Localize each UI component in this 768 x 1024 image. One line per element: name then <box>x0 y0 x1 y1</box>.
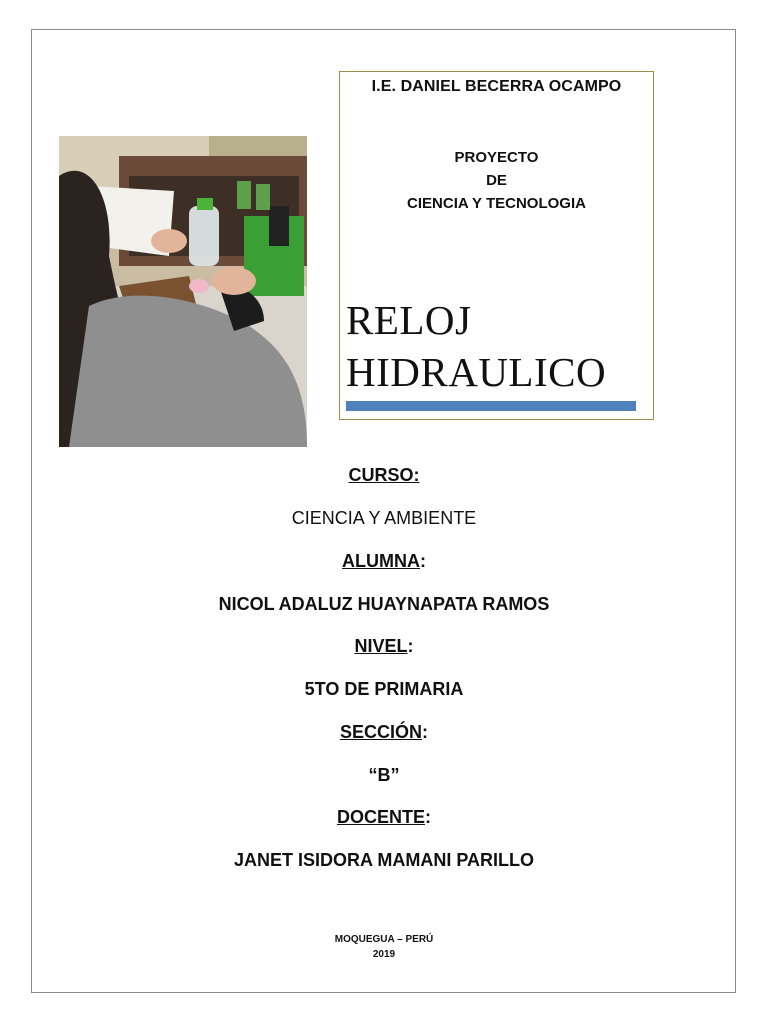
teacher-value: JANET ISIDORA MAMANI PARILLO <box>234 850 534 870</box>
level-value: 5TO DE PRIMARIA <box>304 679 464 699</box>
project-line-1: PROYECTO <box>454 149 539 166</box>
footer <box>60 932 708 962</box>
student-value: NICOL ADALUZ HUAYNAPATA RAMOS <box>218 594 550 614</box>
student-label-row <box>60 551 708 572</box>
course-label-row <box>60 465 708 486</box>
level-label-row <box>60 636 708 657</box>
level-label: NIVEL <box>354 636 408 656</box>
school-name: I.E. DANIEL BECERRA OCAMPO <box>371 78 622 95</box>
project-photo <box>59 136 307 447</box>
title-line-2: HIDRAULICO <box>346 349 607 395</box>
project-heading <box>340 146 653 215</box>
teacher-label-row <box>60 807 708 828</box>
student-label: ALUMNA <box>342 551 420 571</box>
document-title <box>346 294 606 398</box>
title-box <box>339 71 654 420</box>
footer-place: MOQUEGUA – PERÚ <box>334 934 434 945</box>
project-line-3: CIENCIA Y TECNOLOGIA <box>407 195 586 212</box>
level-colon: : <box>407 636 414 656</box>
course-colon: : <box>413 465 420 485</box>
title-line-1: RELOJ <box>346 297 472 343</box>
teacher-label: DOCENTE <box>336 807 425 827</box>
teacher-colon: : <box>425 807 431 827</box>
section-colon: : <box>422 722 428 742</box>
footer-year: 2019 <box>372 949 396 960</box>
section-value: “B” <box>368 765 400 785</box>
title-underline-bar <box>346 401 636 411</box>
section-label-row <box>60 722 708 743</box>
project-line-2: DE <box>486 172 507 189</box>
course-label: CURSO <box>348 465 414 485</box>
section-label: SECCIÓN <box>339 722 422 742</box>
student-photo-illustration <box>59 136 307 447</box>
course-value: CIENCIA Y AMBIENTE <box>291 508 477 528</box>
student-colon: : <box>420 551 426 571</box>
